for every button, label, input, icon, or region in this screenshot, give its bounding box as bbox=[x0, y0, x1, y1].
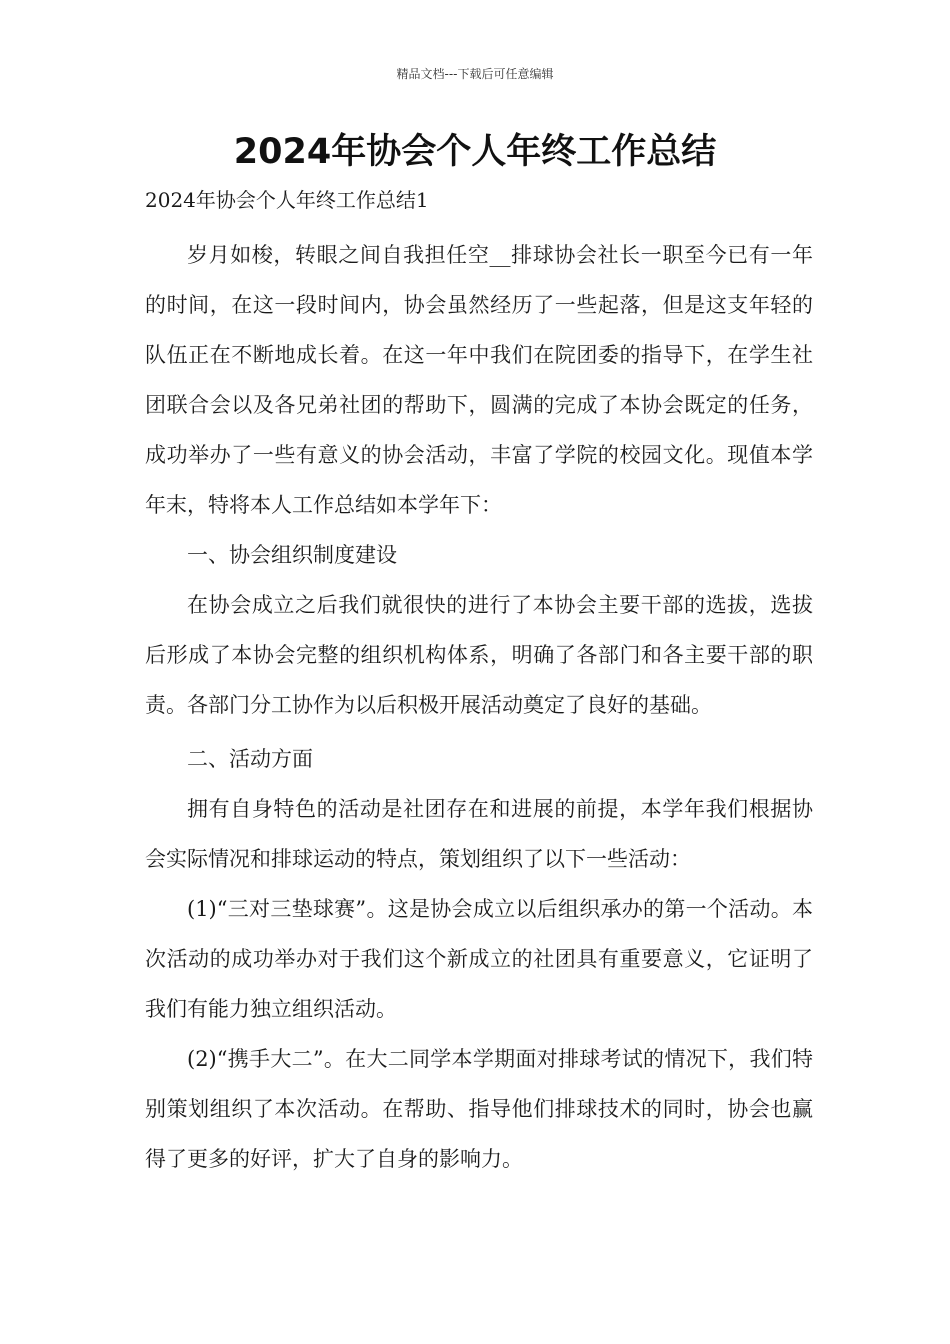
section-heading-organization: 一、协会组织制度建设 bbox=[187, 543, 397, 567]
document-body bbox=[145, 182, 813, 1184]
document-title: 2024年协会个人年终工作总结 bbox=[233, 132, 717, 172]
paragraph-activities: 拥有自身特色的活动是社团存在和进展的前提，本学年我们根据协会实际情况和排球运动的特点，策划组织了以下一些活动： bbox=[145, 797, 813, 871]
document-subtitle: 2024年协会个人年终工作总结1 bbox=[145, 188, 429, 212]
section-heading-activities: 二、活动方面 bbox=[187, 747, 313, 771]
page-header-note: 精品文档---下载后可任意编辑 bbox=[396, 67, 554, 81]
paragraph-intro: 岁月如梭，转眼之间自我担任空__排球协会社长一职至今已有一年的时间，在这一段时间内，协会虽然经历了一些起落，但是这支年轻的队伍正在不断地成长着。在这一年中我们在院团委的指导下，在学生社团联合会以及各兄弟社团的帮助下，圆满的完成了本协会既定的任务，成功举办了一些有意义的协会活动，丰富了学院的校园文化。现值本学年末，特将本人工作总结如本学年下： bbox=[145, 243, 813, 517]
paragraph-activity-2: (2)“携手大二”。在大二同学本学期面对排球考试的情况下，我们特别策划组织了本次活动。在帮助、指导他们排球技术的同时，协会也赢得了更多的好评，扩大了自身的影响力。 bbox=[145, 1047, 813, 1171]
paragraph-activity-1: (1)“三对三垫球赛”。这是协会成立以后组织承办的第一个活动。本次活动的成功举办对于我们这个新成立的社团具有重要意义，它证明了我们有能力独立组织活动。 bbox=[145, 897, 813, 1021]
paragraph-organization: 在协会成立之后我们就很快的进行了本协会主要干部的选拔，选拔后形成了本协会完整的组织机构体系，明确了各部门和各主要干部的职责。各部门分工协作为以后积极开展活动奠定了良好的基础。 bbox=[145, 593, 813, 717]
